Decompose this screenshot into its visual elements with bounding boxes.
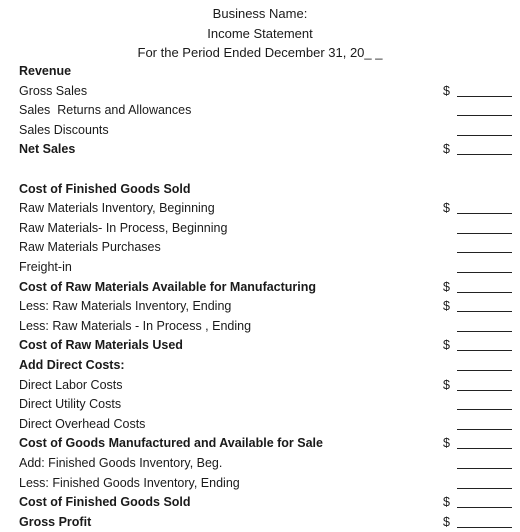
line-item-label: Direct Overhead Costs [19, 416, 146, 431]
section-heading: Cost of Raw Materials Available for Manufacturing [19, 279, 317, 294]
statement-line [0, 101, 520, 121]
amount-blank-line [457, 448, 512, 449]
amount-blank-line [457, 272, 512, 273]
amount-blank-line [457, 96, 512, 97]
line-item-label: Direct Utility Costs [19, 397, 122, 412]
amount-blank-line [457, 409, 512, 410]
line-item-label: Sales Returns and Allowances [19, 103, 192, 118]
statement-line [0, 434, 520, 454]
dollar-sign: $ [443, 299, 450, 314]
statement-title: Income Statement [207, 26, 313, 41]
amount-blank-line [457, 429, 512, 430]
statement-line [0, 258, 520, 278]
amount-blank-line [457, 331, 512, 332]
statement-line [0, 278, 520, 298]
dollar-sign: $ [443, 279, 450, 294]
dollar-sign: $ [443, 201, 450, 216]
amount-blank-line [457, 468, 512, 469]
amount-blank-line [457, 527, 512, 528]
section-heading: Net Sales [19, 142, 76, 157]
line-item-label: Less: Finished Goods Inventory, Ending [19, 475, 240, 490]
statement-line [0, 376, 520, 396]
statement-line [0, 160, 520, 180]
amount-blank-line [457, 233, 512, 234]
amount-blank-line [457, 292, 512, 293]
amount-blank-line [457, 370, 512, 371]
amount-blank-line [457, 507, 512, 508]
section-heading: Revenue [19, 64, 72, 78]
statement-line [0, 62, 520, 82]
statement-line [0, 336, 520, 356]
dollar-sign: $ [443, 377, 450, 392]
period-line: For the Period Ended December 31, 20_ _ [137, 45, 383, 60]
section-heading: Cost of Raw Materials Used [19, 338, 183, 353]
line-item-label: Direct Labor Costs [19, 377, 123, 392]
statement-line [0, 415, 520, 435]
line-item-label: Raw Materials Inventory, Beginning [19, 201, 215, 216]
line-item-label: Freight-in [19, 260, 72, 274]
statement-line [0, 317, 520, 337]
statement-line [0, 356, 520, 376]
line-item-label: Raw Materials- In Process, Beginning [19, 220, 228, 235]
dollar-sign: $ [443, 514, 450, 529]
line-item-label: Sales Discounts [19, 122, 109, 137]
statement-line [0, 82, 520, 102]
amount-blank-line [457, 154, 512, 155]
statement-line [0, 454, 520, 474]
amount-blank-line [457, 350, 512, 351]
dollar-sign: $ [443, 83, 450, 98]
section-heading: Cost of Finished Goods Sold [19, 181, 191, 196]
section-heading: Cost of Goods Manufactured and Available for Sale [19, 436, 323, 451]
section-heading: Gross Profit [19, 514, 92, 529]
amount-blank-line [457, 252, 512, 253]
statement-line [0, 238, 520, 258]
statement-line [0, 297, 520, 317]
amount-blank-line [457, 213, 512, 214]
amount-blank-line [457, 488, 512, 489]
line-item-label: Less: Raw Materials - In Process , Ending [19, 318, 252, 333]
amount-blank-line [457, 135, 512, 136]
statement-line [0, 395, 520, 415]
dollar-sign: $ [443, 436, 450, 451]
section-heading: Add Direct Costs: [19, 358, 125, 372]
line-item-label: Raw Materials Purchases [19, 240, 161, 255]
amount-blank-line [457, 115, 512, 116]
statement-line [0, 474, 520, 494]
line-item-label: Add: Finished Goods Inventory, Beg. [19, 456, 223, 470]
statement-line [0, 180, 520, 200]
amount-blank-line [457, 390, 512, 391]
statement-line [0, 219, 520, 239]
line-item-label: Less: Raw Materials Inventory, Ending [19, 299, 232, 314]
statement-line [0, 121, 520, 141]
section-heading: Cost of Finished Goods Sold [19, 495, 191, 510]
dollar-sign: $ [443, 338, 450, 353]
statement-line [0, 140, 520, 160]
statement-line [0, 199, 520, 219]
statement-line [0, 513, 520, 532]
statement-line [0, 493, 520, 513]
business-name-heading: Business Name: [212, 6, 308, 21]
dollar-sign: $ [443, 142, 450, 157]
amount-blank-line [457, 311, 512, 312]
line-item-label: Gross Sales [19, 83, 88, 98]
dollar-sign: $ [443, 495, 450, 510]
